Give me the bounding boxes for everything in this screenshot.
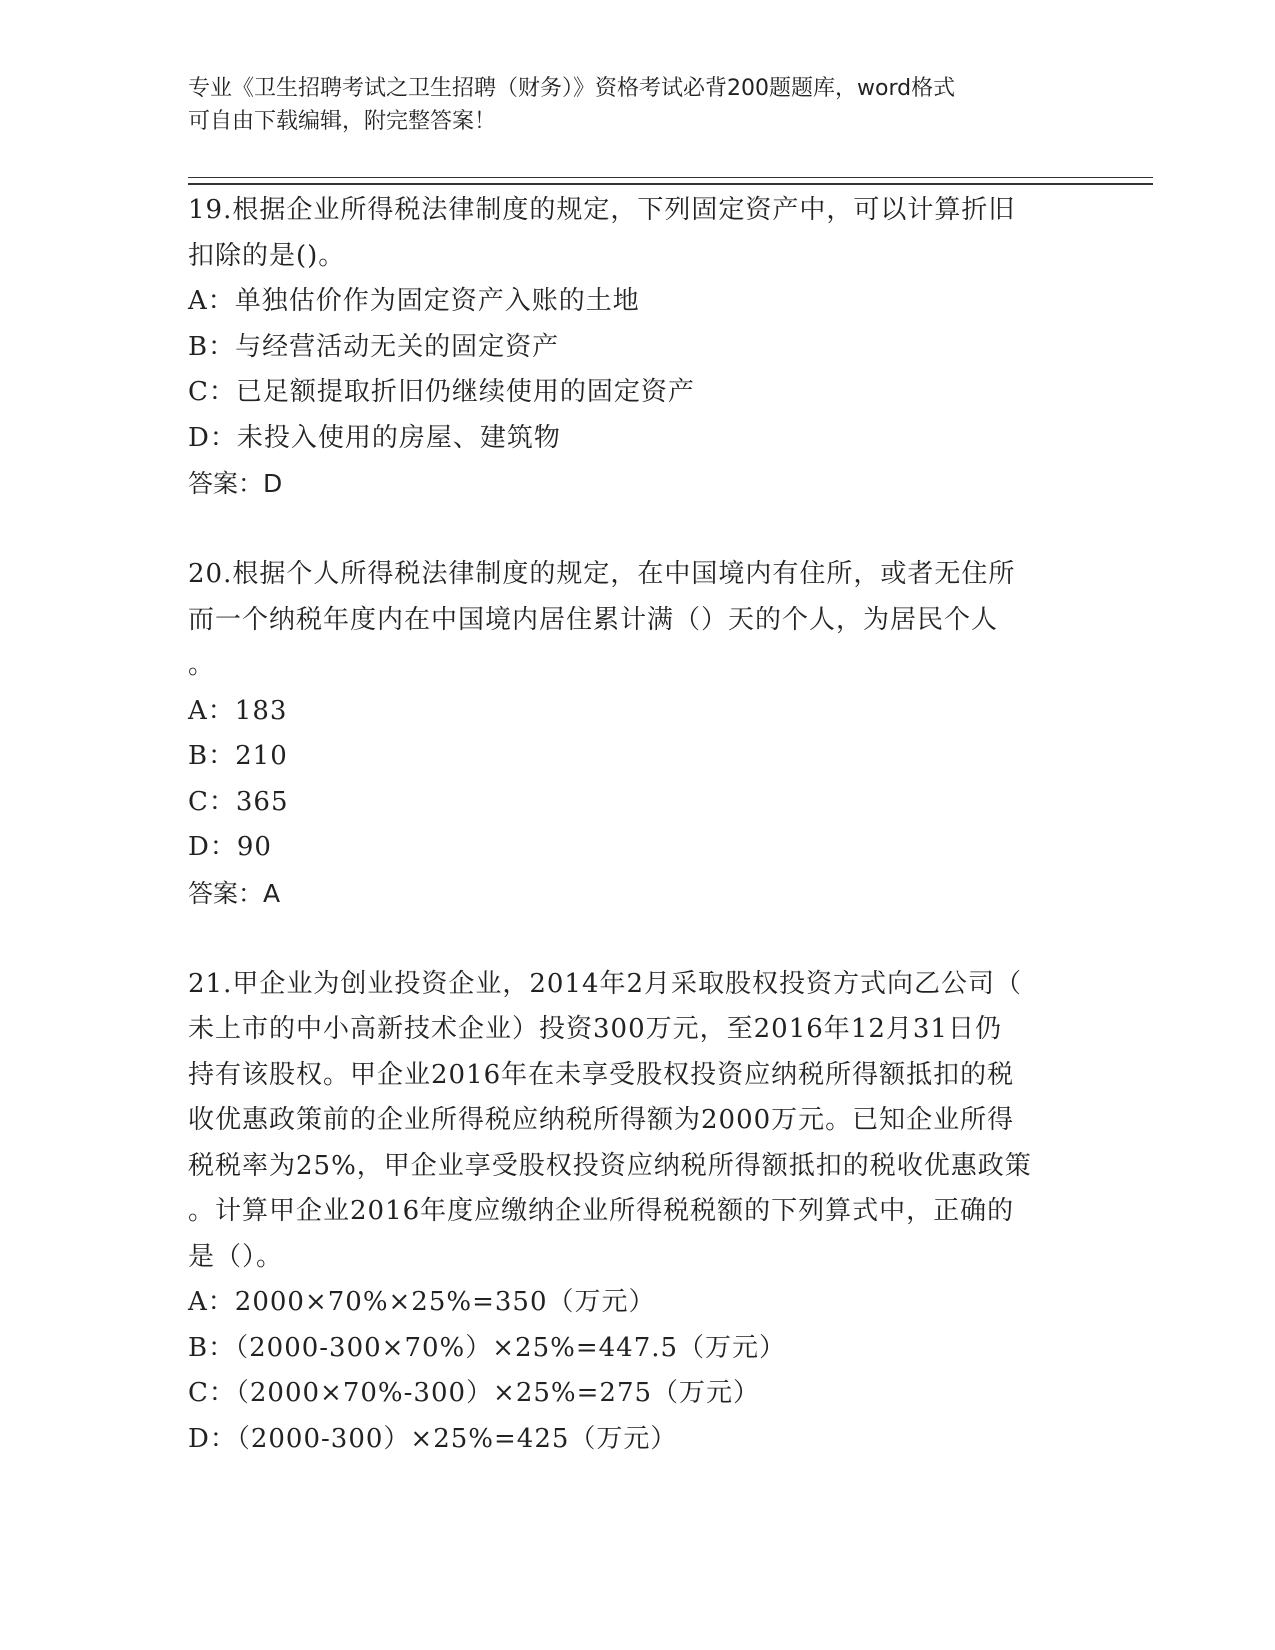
- header-divider-thin: [188, 177, 1153, 178]
- question-spacer: [188, 916, 1088, 962]
- document-header: [188, 72, 1088, 138]
- option-b: B：210: [188, 741, 288, 771]
- question-stem-line: 20.根据个人所得税法律制度的规定，在中国境内有住所，或者无住所: [188, 559, 1016, 589]
- answer-line: 答案：A: [188, 878, 281, 908]
- question-stem-line: 收优惠政策前的企业所得税应纳税所得额为2000万元。已知企业所得: [188, 1105, 1015, 1135]
- question-stem-line: 持有该股权。甲企业2016年在未享受股权投资应纳税所得额抵扣的税: [188, 1059, 1015, 1090]
- question-stem-line: 。: [188, 650, 216, 680]
- question-19: [188, 188, 1088, 507]
- option-c: C：已足额提取折旧仍继续使用的固定资产: [188, 377, 695, 407]
- option-d: D：未投入使用的房屋、建筑物: [188, 422, 561, 453]
- option-c: C：（2000×70%-300）×25%=275（万元）: [188, 1378, 761, 1408]
- question-21: [188, 962, 1088, 1463]
- option-a: A：单独估价作为固定资产入账的土地: [188, 286, 640, 316]
- option-d: D：（2000-300）×25%=425（万元）: [188, 1423, 678, 1454]
- option-a: A：2000×70%×25%=350（万元）: [188, 1287, 656, 1317]
- question-stem-line: 是（）。: [188, 1241, 284, 1272]
- option-b: B：与经营活动无关的固定资产: [188, 331, 560, 362]
- header-line-2: 可自由下载编辑，附完整答案！: [188, 109, 497, 134]
- question-stem-line: 扣除的是()。: [188, 240, 346, 271]
- question-stem-line: 。计算甲企业2016年度应缴纳企业所得税税额的下列算式中，正确的: [188, 1196, 1015, 1226]
- question-stem-line: 19.根据企业所得税法律制度的规定，下列固定资产中，可以计算折旧: [188, 195, 1016, 225]
- question-20: [188, 552, 1088, 916]
- question-spacer: [188, 507, 1088, 553]
- option-d: D：90: [188, 832, 272, 862]
- question-stem-line: 21.甲企业为创业投资企业，2014年2月采取股权投资方式向乙公司（: [188, 968, 1023, 999]
- option-a: A：183: [188, 695, 288, 726]
- header-line-1: 专业《卫生招聘考试之卫生招聘（财务）》资格考试必背200题题库，word格式: [188, 76, 956, 101]
- header-divider-thick: [188, 183, 1153, 185]
- question-list: [188, 188, 1088, 1462]
- option-b: B：（2000-300×70%）×25%=447.5（万元）: [188, 1332, 787, 1363]
- option-c: C：365: [188, 786, 289, 817]
- question-stem-line: 未上市的中小高新技术企业）投资300万元，至2016年12月31日仍: [188, 1014, 1002, 1044]
- answer-line: 答案：D: [188, 469, 283, 498]
- question-stem-line: 而一个纳税年度内在中国境内居住累计满（）天的个人，为居民个人: [188, 604, 999, 635]
- question-stem-line: 税税率为25%，甲企业享受股权投资应纳税所得额抵扣的税收优惠政策: [188, 1150, 1032, 1181]
